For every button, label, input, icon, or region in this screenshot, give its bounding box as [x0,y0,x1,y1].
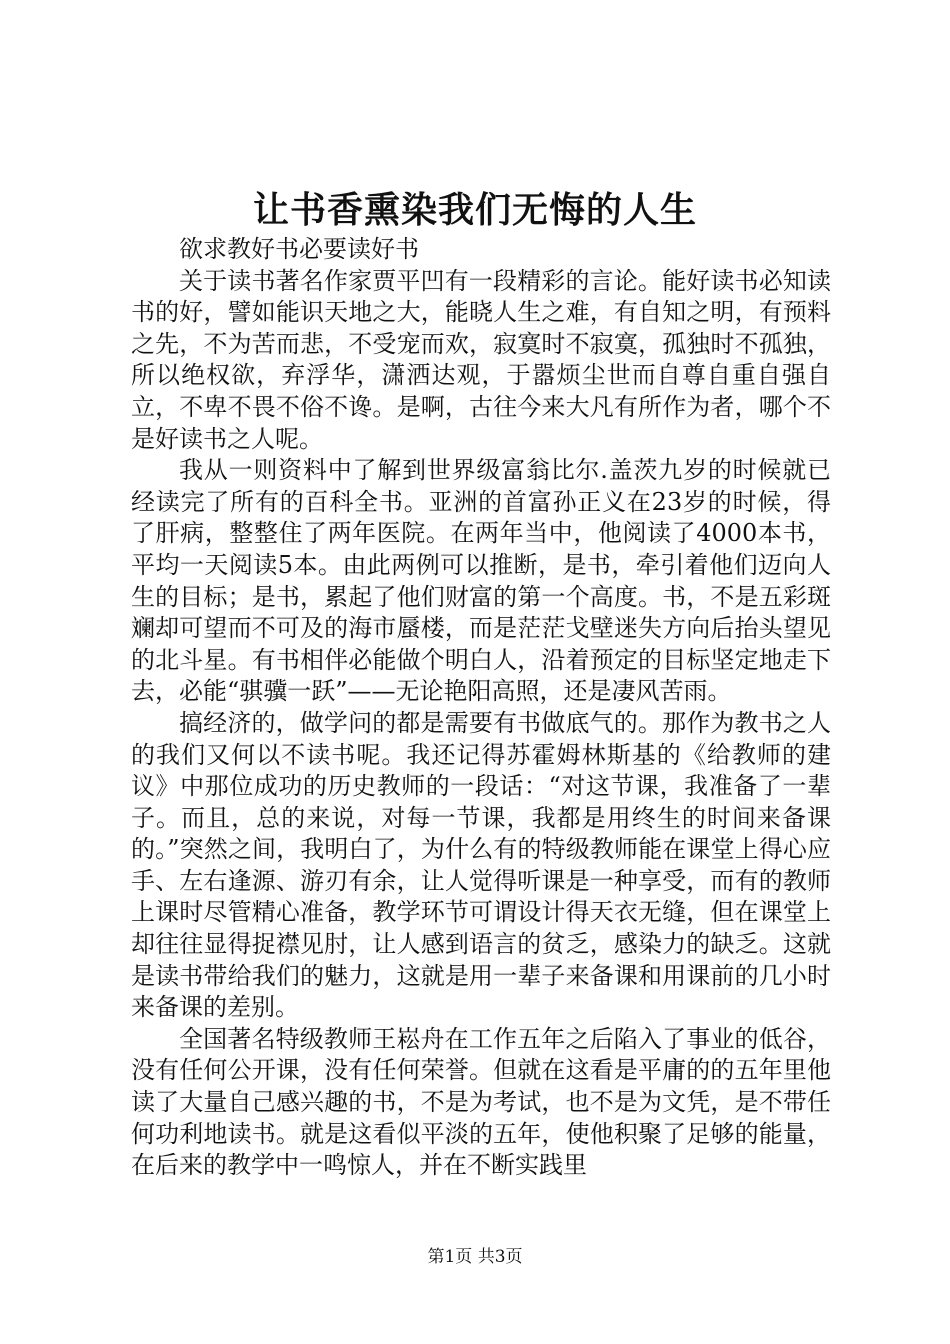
paragraph-3: 搞经济的，做学问的都是需要有书做底气的。那作为教书之人的我们又何以不读书呢。我还记得苏霍姆林斯基的《给教师的建议》中那位成功的历史教师的一段话：“对这节课，我准备了一辈子。而且，总的来说，对每一节课，我都是用终生的时间来备课的。”突然之间，我明白了，为什么有的特级教师能在课堂上得心应手、左右逢源、游刃有余，让人觉得听课是一种享受，而有的教师上课时尽管精心准备，教学环节可谓设计得天衣无缝，但在课堂上却往往显得捉襟见肘，让人感到语言的贫乏，感染力的缺乏。这就是读书带给我们的魅力，这就是用一辈子来备课和用课前的几小时来备课的差别。 [131,708,831,1022]
paragraph-2: 我从一则资料中了解到世界级富翁比尔.盖茨九岁的时候就已经读完了所有的百科全书。亚洲的首富孙正义在23岁的时候，得了肝病，整整住了两年医院。在两年当中，他阅读了4000本书，平均一天阅读5本。由此两例可以推断，是书，牵引着他们迈向人生的目标；是书，累起了他们财富的第一个高度。书，不是五彩斑斓却可望而不可及的海市蜃楼，而是茫茫戈壁迷失方向后抬头望见的北斗星。有书相伴必能做个明白人，沿着预定的目标坚定地走下去，必能“骐骥一跃”——无论艳阳高照，还是凄风苦雨。 [131,456,831,706]
page-footer: 第1页 共3页 [427,1247,523,1267]
subtitle-line: 欲求教好书必要读好书 [179,235,419,263]
paragraph-4: 全国著名特级教师王崧舟在工作五年之后陷入了事业的低谷，没有任何公开课，没有任何荣誉。但就在这看是平庸的的五年里他读了大量自己感兴趣的书，不是为考试，也不是为文凭，是不带任何功利地读书。就是这看似平淡的五年，使他积聚了足够的能量，在后来的教学中一鸣惊人，并在不断实践里 [131,1024,831,1180]
document-body [131,234,831,1182]
document-title: 让书香熏染我们无悔的人生 [252,189,697,231]
paragraph-1: 关于读书著名作家贾平凹有一段精彩的言论。能好读书必知读书的好，譬如能识天地之大，能晓人生之难，有自知之明，有预料之先，不为苦而悲，不受宠而欢，寂寞时不寂寞，孤独时不孤独，所以绝权欲，弃浮华，潇洒达观，于嚣烦尘世而自尊自重自强自立，不卑不畏不俗不谗。是啊，古往今来大凡有所作为者，哪个不是好读书之人呢。 [131,266,831,453]
